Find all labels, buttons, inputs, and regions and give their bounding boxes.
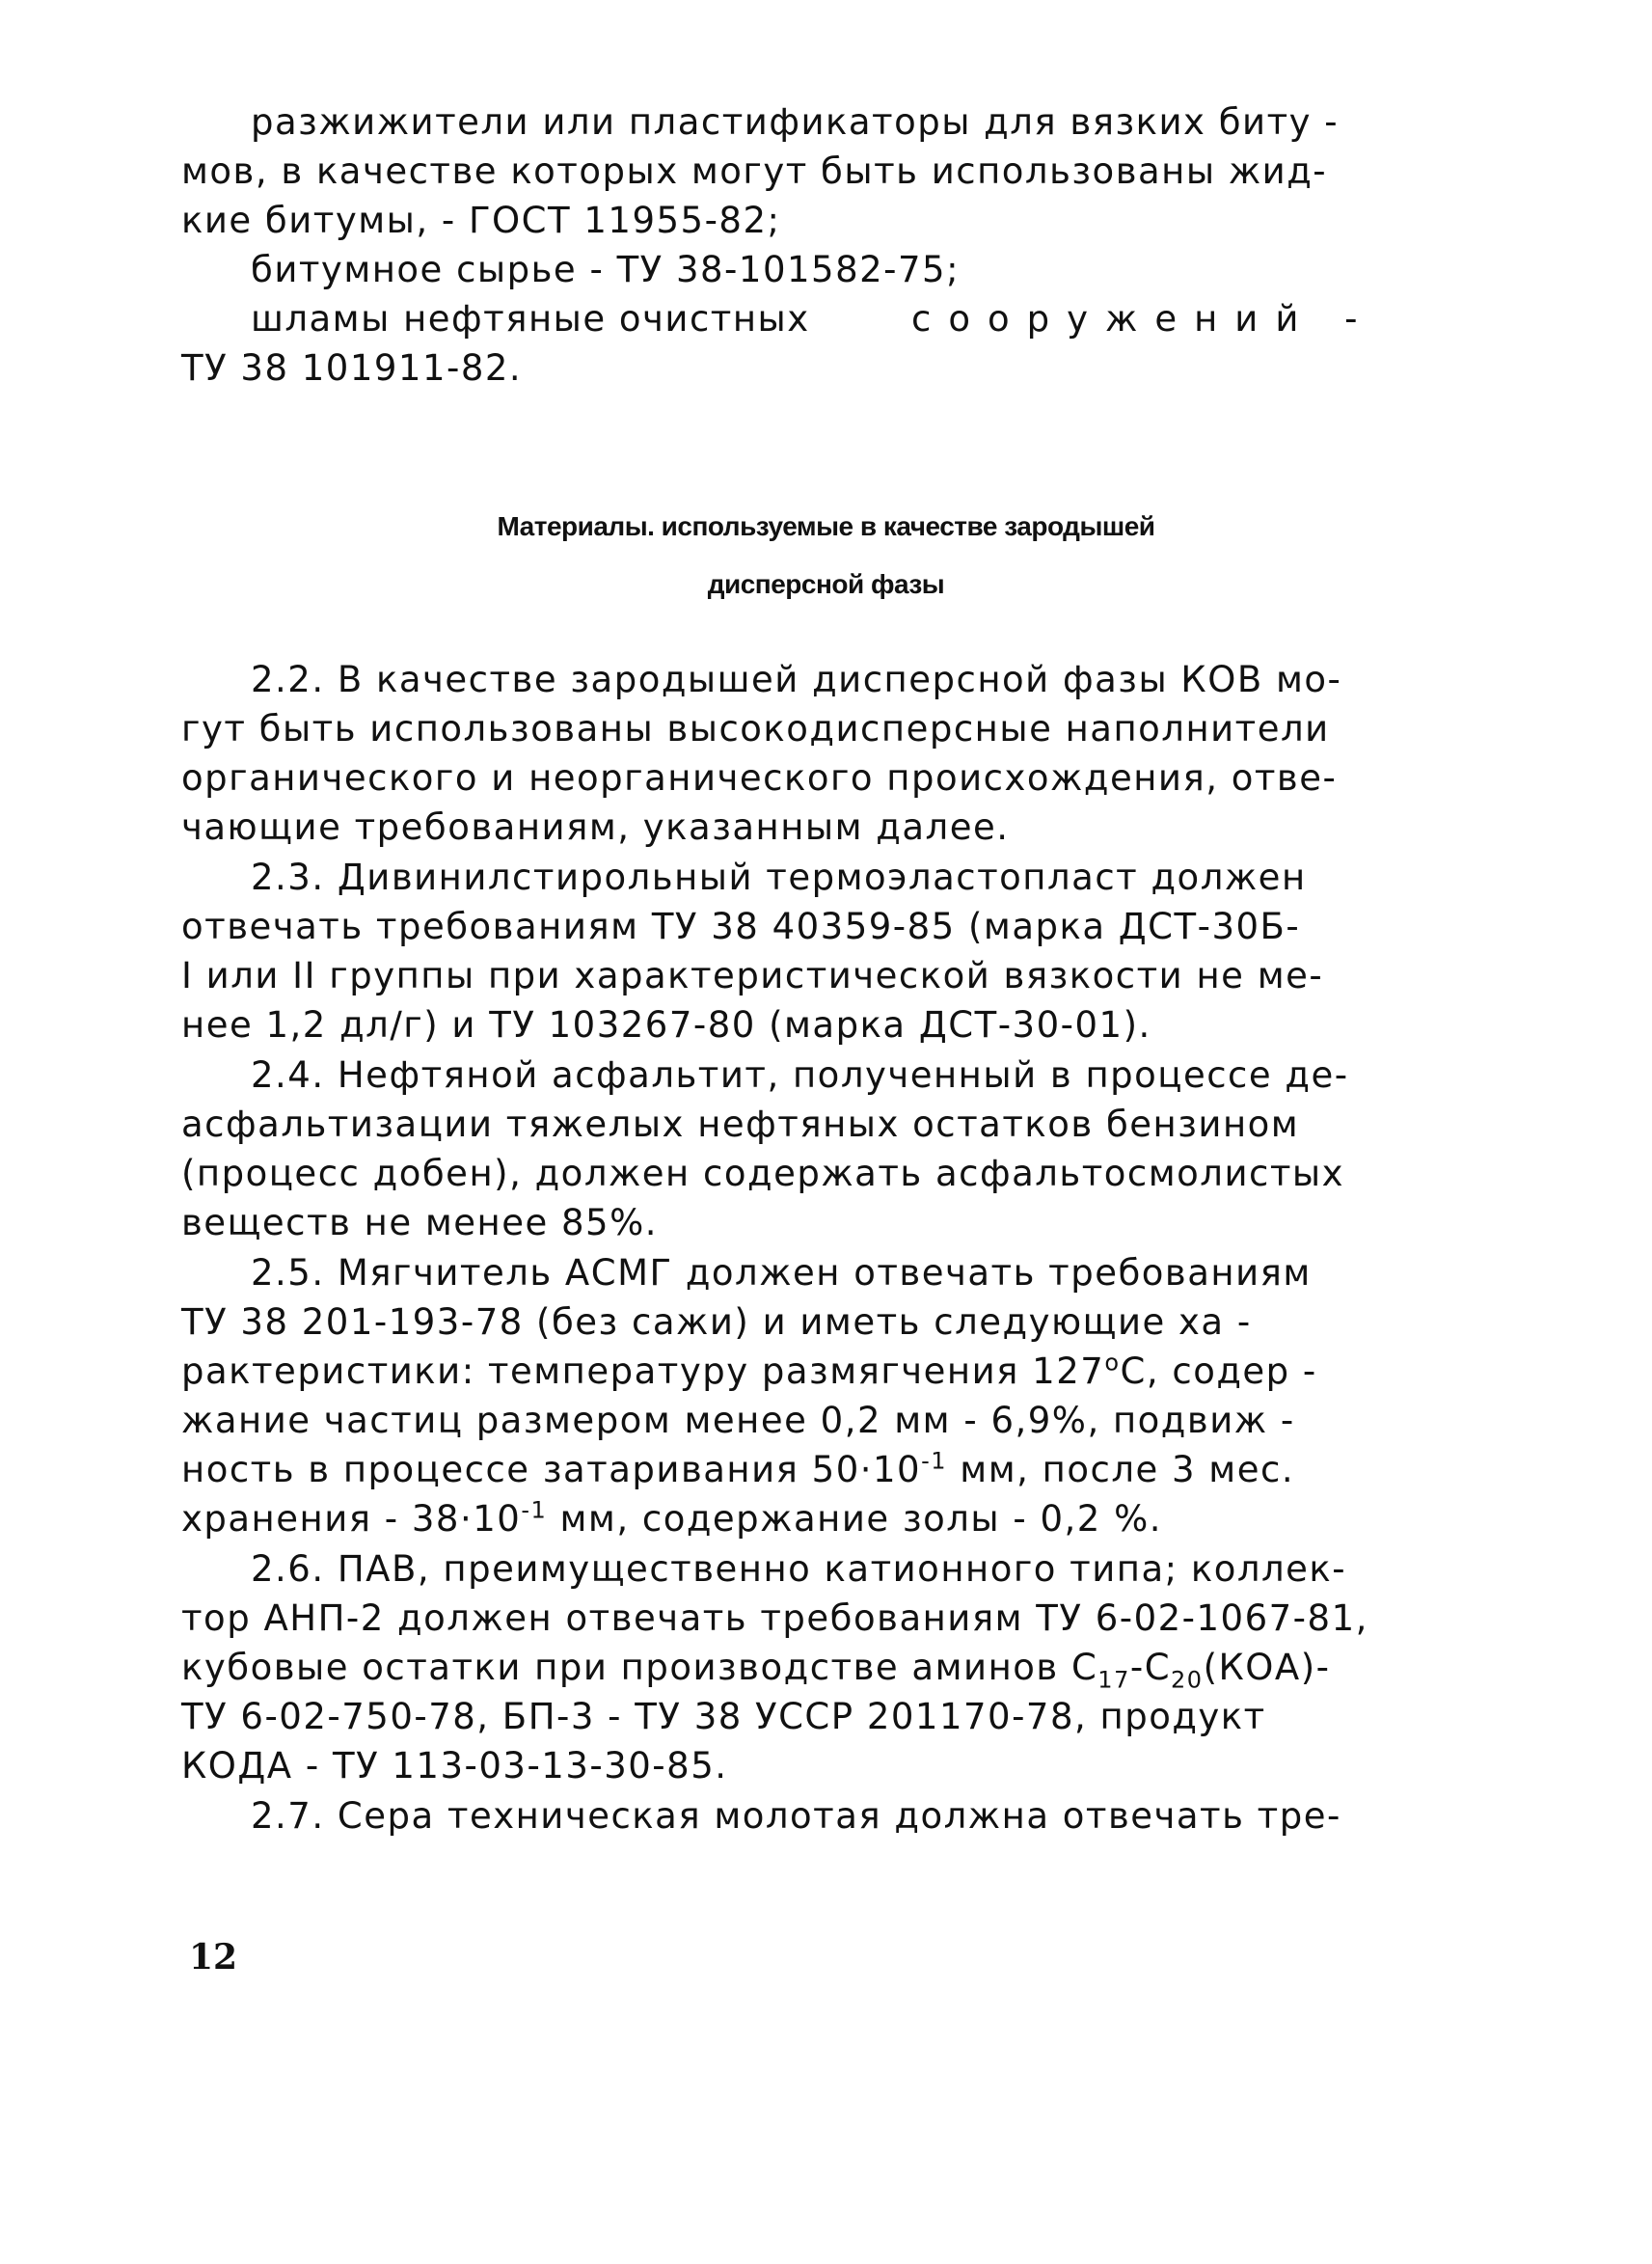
text-segment: рактеристики: температуру размягчения 127: [181, 1350, 1105, 1392]
superscript: о: [1104, 1349, 1121, 1377]
section-heading: Материалы. используемые в качестве зародышей: [497, 511, 1155, 541]
page-number: 12: [189, 1937, 238, 1978]
paragraph-line: 2.7. Сера техническая молотая должна отвечать тре-: [251, 1795, 1341, 1837]
text-line: мов, в качестве которых могут быть использованы жид-: [181, 150, 1328, 192]
paragraph-line: 2.5. Мягчитель АСМГ должен отвечать требованиям: [251, 1252, 1312, 1294]
text-line: разжижители или пластификаторы для вязких биту -: [251, 101, 1340, 143]
paragraph-line: веществ не менее 85%.: [181, 1202, 659, 1243]
paragraph-line: органического и неорганического происхождения, отве-: [181, 757, 1338, 799]
paragraph-line: [181, 1449, 1294, 1490]
text-line: ТУ 38 101911-82.: [181, 347, 523, 389]
paragraph-line: 2.3. Дивинилстирольный термоэластопласт должен: [251, 857, 1307, 898]
text-segment: (КОА)-: [1203, 1647, 1331, 1688]
text-line: сооружений -: [911, 298, 1375, 340]
subscript: 17: [1097, 1666, 1130, 1694]
text-segment: -С: [1129, 1647, 1172, 1688]
text-segment: кубовые остатки при производстве аминов С: [181, 1647, 1098, 1688]
paragraph-line: нее 1,2 дл/г) и ТУ 103267-80 (марка ДСТ-30-01).: [181, 1004, 1151, 1046]
paragraph-line: [181, 1350, 1317, 1392]
subscript: 20: [1171, 1666, 1204, 1694]
text-segment: ность в процессе затаривания 50·10: [181, 1449, 922, 1490]
text-segment: хранения - 38·10: [181, 1498, 522, 1540]
section-heading: дисперсной фазы: [707, 569, 945, 599]
paragraph-line: (процесс добен), должен содержать асфальтосмолистых: [181, 1153, 1345, 1194]
paragraph-line: ТУ 6-02-750-78, БП-3 - ТУ 38 УССР 201170-78, продукт: [181, 1696, 1266, 1737]
superscript: -1: [521, 1496, 548, 1524]
paragraph-line: асфальтизации тяжелых нефтяных остатков бензином: [181, 1104, 1300, 1145]
text-line: битумное сырье - ТУ 38-101582-75;: [251, 249, 961, 290]
paragraph-line: чающие требованиям, указанным далее.: [181, 806, 1010, 848]
paragraph-line: отвечать требованиям ТУ 38 40359-85 (марка ДСТ-30Б-: [181, 906, 1301, 947]
text-line: кие битумы, - ГОСТ 11955-82;: [181, 200, 781, 241]
text-segment: мм, после 3 мес.: [947, 1449, 1295, 1490]
superscript: -1: [921, 1447, 948, 1475]
paragraph-line: 2.4. Нефтяной асфальтит, полученный в процессе де-: [251, 1054, 1349, 1096]
paragraph-line: гут быть использованы высокодисперсные наполнители: [181, 708, 1330, 750]
paragraph-line: 2.6. ПАВ, преимущественно катионного типа; коллек-: [251, 1548, 1347, 1590]
text-line: шламы нефтяные очистных: [251, 298, 810, 340]
paragraph-line: тор АНП-2 должен отвечать требованиям ТУ 6-02-1067-81,: [181, 1597, 1368, 1639]
text-segment: мм, содержание золы - 0,2 %.: [547, 1498, 1163, 1540]
paragraph-line: [181, 1647, 1331, 1694]
paragraph-line: жание частиц размером менее 0,2 мм - 6,9%, подвиж -: [181, 1400, 1295, 1441]
text-segment: С, содер -: [1120, 1350, 1317, 1392]
paragraph-line: КОДА - ТУ 113-03-13-30-85.: [181, 1745, 728, 1787]
paragraph-line: I или II группы при характеристической вязкости не ме-: [181, 955, 1324, 996]
paragraph-line: [181, 1498, 1162, 1540]
paragraph-line: 2.2. В качестве зародышей дисперсной фазы КОВ мо-: [251, 659, 1342, 700]
paragraph-line: ТУ 38 201-193-78 (без сажи) и иметь следующие ха -: [181, 1301, 1252, 1343]
